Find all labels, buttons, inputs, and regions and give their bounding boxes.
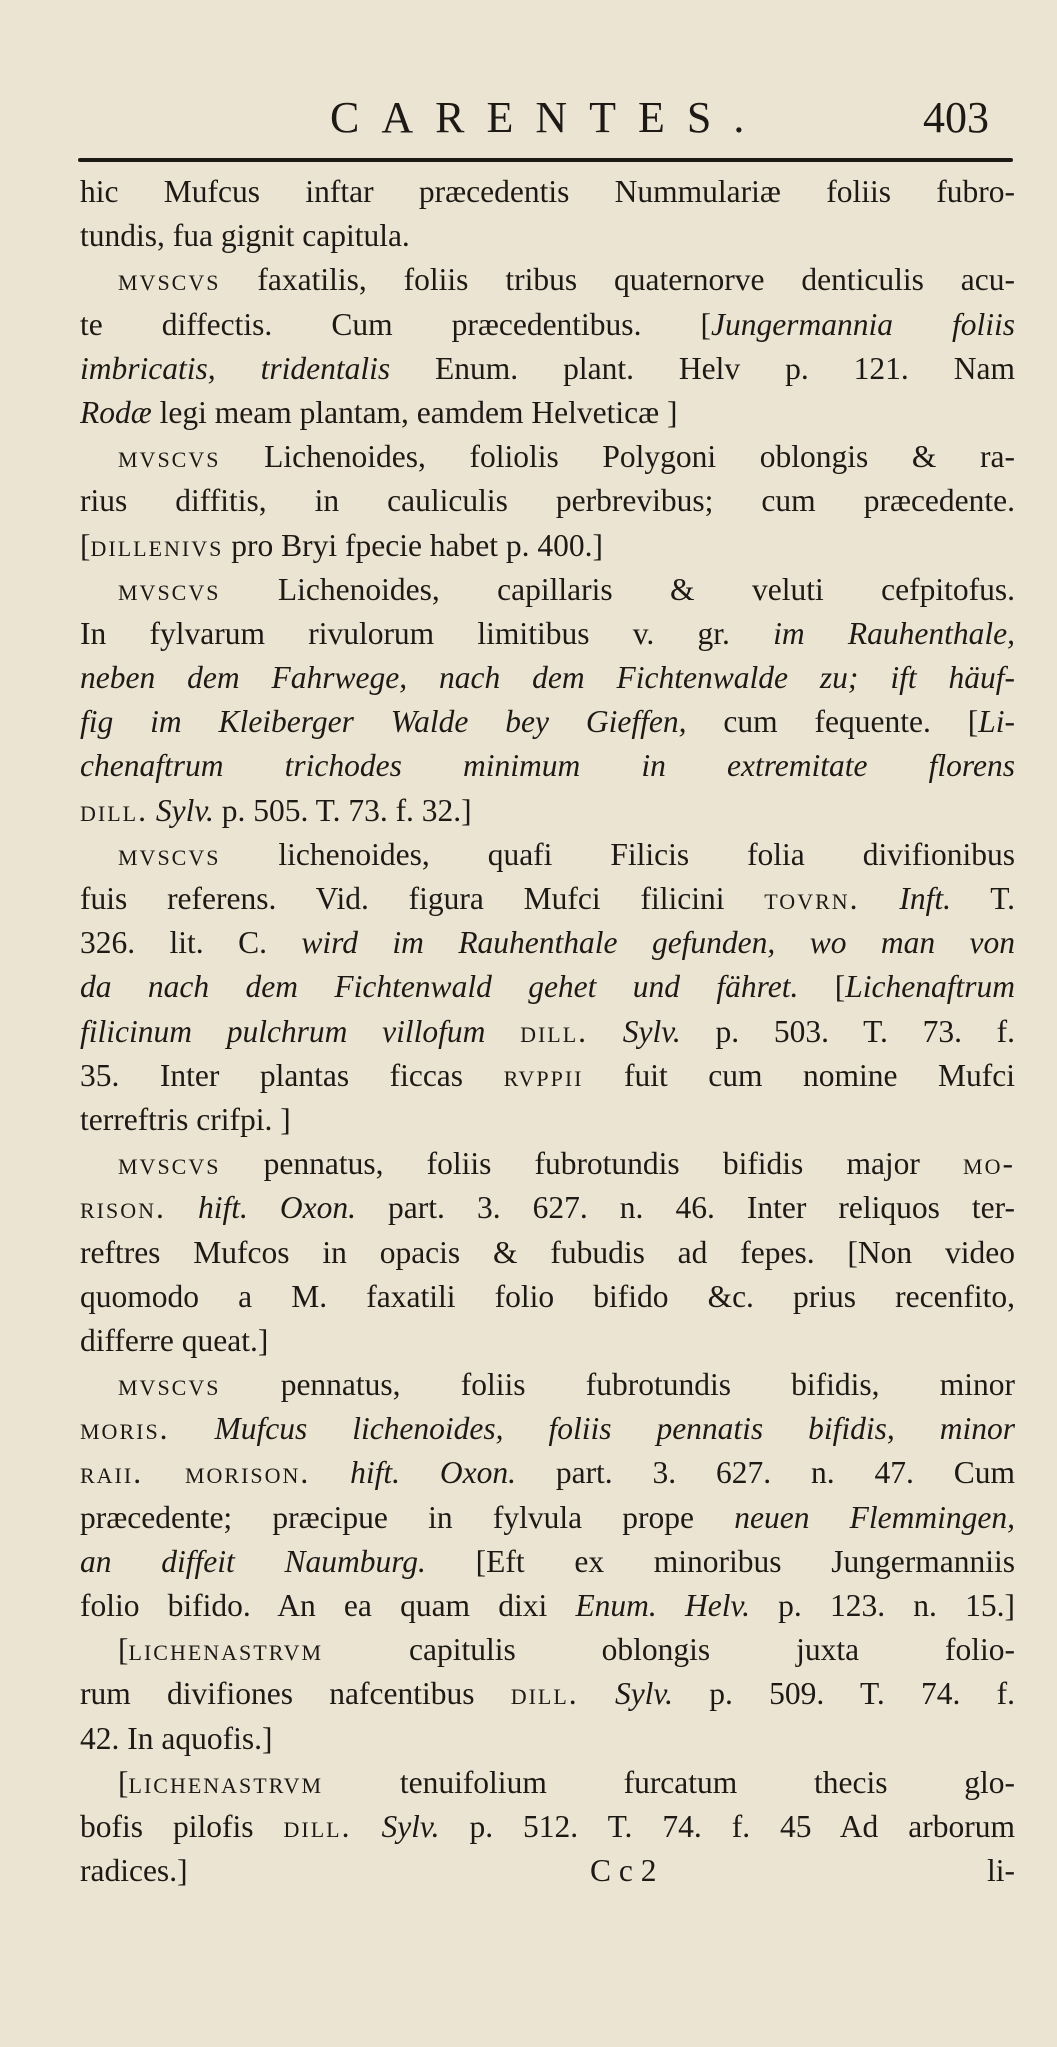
italic-text: hift. Oxon. xyxy=(350,1455,516,1491)
text-span xyxy=(170,1411,215,1446)
text-span xyxy=(588,1014,623,1049)
text-span: p. 123. n. 15.] xyxy=(750,1588,1015,1623)
small-caps-name: dill. xyxy=(80,792,148,828)
text-span: differre queat.] xyxy=(80,1322,269,1358)
italic-text: Inft. xyxy=(899,881,951,916)
italic-text: Sylv. xyxy=(622,1013,681,1049)
footer-line xyxy=(80,1849,1015,1893)
text-line xyxy=(80,700,1015,744)
text-span: reftres Mufcos in opacis & fubudis ad fepes. [Non video xyxy=(80,1234,1015,1270)
small-caps-name: mvscvs xyxy=(118,439,221,475)
text-span xyxy=(579,1676,615,1711)
text-line xyxy=(80,1761,1015,1805)
running-title: CARENTES. xyxy=(330,93,767,142)
small-caps-name: mvscvs xyxy=(118,836,221,872)
text-span: [ xyxy=(118,1632,129,1668)
text-line xyxy=(80,1363,1015,1407)
text-line xyxy=(80,612,1015,656)
text-span: terreftris crifpi. ] xyxy=(80,1101,291,1137)
text-span: T. xyxy=(950,881,1015,916)
italic-text: Sylv. xyxy=(381,1808,440,1844)
italic-text: imbricatis, tridentalis xyxy=(80,350,391,386)
italic-text: da nach dem Fichtenwald gehet und fähret. xyxy=(80,969,799,1005)
text-span: part. 3. 627. n. 47. Cum xyxy=(515,1455,1015,1491)
text-span: pennatus, foliis fubrotundis bifidis major xyxy=(220,1146,964,1182)
text-span: 326. lit. C. xyxy=(80,925,302,961)
text-line xyxy=(80,1584,1015,1628)
page-number: 403 xyxy=(923,93,989,142)
text-span: Lichenoides, foliolis Polygoni oblongis & ra- xyxy=(220,439,1015,475)
text-line xyxy=(80,744,1015,788)
small-caps-name: lichenastrvm xyxy=(128,1764,324,1800)
text-line xyxy=(80,1805,1015,1849)
text-line xyxy=(80,258,1015,302)
text-span: cum fequente. [ xyxy=(686,704,979,740)
italic-text: fig im Kleiberger Walde bey Gieffen, xyxy=(80,704,687,740)
text-line xyxy=(80,1186,1015,1230)
text-span: [ xyxy=(80,527,91,563)
text-span: folio bifido. An ea quam dixi xyxy=(80,1588,576,1623)
text-span xyxy=(166,1190,198,1225)
text-line xyxy=(80,1672,1015,1716)
text-line xyxy=(80,303,1015,347)
text-line xyxy=(80,877,1015,921)
text-line xyxy=(80,170,1015,214)
italic-text: neuen Flemmingen, xyxy=(734,1499,1015,1535)
text-span xyxy=(148,793,156,828)
text-line xyxy=(80,1054,1015,1098)
text-line xyxy=(80,524,1015,568)
italic-text: Sylv. xyxy=(155,792,214,828)
small-caps-name: mo- xyxy=(963,1146,1015,1182)
small-caps-name: rvppii xyxy=(503,1057,584,1093)
text-span: rum divifiones nafcentibus xyxy=(80,1676,511,1712)
text-span xyxy=(310,1455,350,1490)
small-caps-name: tovrn. xyxy=(764,881,860,916)
text-span: tenuifolium furcatum thecis glo- xyxy=(323,1764,1015,1800)
text-span: lichenoides, quafi Filicis folia divifionibus xyxy=(220,836,1015,872)
text-span: capitulis oblongis juxta folio- xyxy=(323,1632,1015,1668)
text-span: p. 509. T. 74. f. xyxy=(672,1676,1015,1712)
text-span: 35. Inter plantas ficcas xyxy=(80,1057,504,1093)
italic-text: an diffeit Naumburg. xyxy=(80,1543,426,1579)
text-line xyxy=(80,1717,1015,1761)
italic-text: Sylv. xyxy=(614,1676,673,1712)
small-caps-name: mvscvs xyxy=(118,1367,221,1403)
small-caps-name: dillenivs xyxy=(90,527,224,563)
text-span: te diffectis. Cum præcedentibus. [ xyxy=(80,306,711,342)
italic-text: Lichenaftrum xyxy=(845,969,1015,1005)
small-caps-name: moris. xyxy=(80,1411,170,1447)
signature-mark: C c 2 xyxy=(590,1853,657,1889)
text-span: 42. In aquofis.] xyxy=(80,1720,273,1756)
text-span: p. 503. T. 73. f. xyxy=(680,1013,1015,1049)
text-line xyxy=(80,435,1015,479)
text-span: tundis, fua gignit capitula. xyxy=(80,218,410,254)
small-caps-name: lichenastrvm xyxy=(128,1632,324,1668)
text-line xyxy=(80,1540,1015,1584)
text-span: Lichenoides, capillaris & veluti cefpitofus. xyxy=(220,571,1015,607)
text-span: pro Bryi fpecie habet p. 400.] xyxy=(223,527,604,563)
italic-text: Jungermannia foliis xyxy=(710,306,1015,342)
text-span: rius diffitis, in cauliculis perbrevibus; cum præcedente. xyxy=(80,483,1015,519)
small-caps-name: dill. xyxy=(510,1676,579,1712)
text-span: quomodo a M. faxatili folio bifido &c. prius recenfito, xyxy=(80,1278,1015,1314)
catchword: li- xyxy=(987,1853,1015,1889)
text-line xyxy=(80,656,1015,700)
text-span xyxy=(860,881,900,916)
text-line xyxy=(80,1142,1015,1186)
text-span xyxy=(351,1809,381,1844)
text-line xyxy=(80,214,1015,258)
italic-text: neben dem Fahrwege, nach dem Fichtenwalde zu; ift häuf- xyxy=(80,660,1015,696)
small-caps-name: dill. xyxy=(283,1808,352,1844)
text-line xyxy=(80,391,1015,435)
text-line xyxy=(80,1275,1015,1319)
text-line xyxy=(80,1407,1015,1451)
header-rule xyxy=(78,158,1013,162)
italic-text: Li- xyxy=(978,704,1015,740)
text-span: [ xyxy=(798,969,846,1005)
text-span: bofis pilofis xyxy=(80,1808,284,1844)
text-line xyxy=(80,1010,1015,1054)
text-span xyxy=(485,1014,520,1049)
text-line xyxy=(80,1496,1015,1540)
text-line xyxy=(80,789,1015,833)
italic-text: Rodæ xyxy=(80,394,152,430)
text-line xyxy=(80,479,1015,523)
italic-text: hift. Oxon. xyxy=(197,1190,356,1226)
text-line xyxy=(80,1098,1015,1142)
text-span: part. 3. 627. n. 46. Inter reliquos ter- xyxy=(356,1190,1015,1226)
text-span: p. 505. T. 73. f. 32.] xyxy=(213,792,472,828)
text-span: [Eft ex minoribus Jungermanniis xyxy=(425,1543,1015,1579)
text-span: fuit cum nomine Mufci xyxy=(583,1057,1015,1093)
text-line xyxy=(80,1628,1015,1672)
body-text xyxy=(80,170,1015,1893)
page-header xyxy=(0,92,1057,162)
last-line-text: radices.] xyxy=(80,1853,188,1889)
small-caps-name: rison. xyxy=(80,1190,166,1226)
text-span: hic Mufcus inftar præcedentis Nummulariæ foliis fubro- xyxy=(80,174,1015,209)
small-caps-name: mvscvs xyxy=(118,262,221,298)
text-span: legi meam plantam, eamdem Helveticæ ] xyxy=(151,394,678,430)
text-line xyxy=(80,921,1015,965)
text-span: præcedente; præcipue in fylvula prope xyxy=(80,1499,735,1535)
text-span: In fylvarum rivulorum limitibus v. gr. xyxy=(80,615,774,651)
text-span: Enum. plant. Helv p. 121. Nam xyxy=(390,350,1015,386)
text-span: p. 512. T. 74. f. 45 Ad arborum xyxy=(439,1808,1015,1844)
small-caps-name: mvscvs xyxy=(118,571,221,607)
italic-text: filicinum pulchrum villofum xyxy=(80,1013,486,1049)
text-line xyxy=(80,833,1015,877)
text-line xyxy=(80,568,1015,612)
text-line xyxy=(80,1319,1015,1363)
text-line xyxy=(80,1451,1015,1495)
text-line xyxy=(80,965,1015,1009)
small-caps-name: mvscvs xyxy=(118,1146,221,1182)
italic-text: im Rauhenthale, xyxy=(773,615,1015,651)
small-caps-name: dill. xyxy=(520,1013,589,1049)
text-span: faxatilis, foliis tribus quaternorve denticulis acu- xyxy=(220,262,1015,298)
italic-text: Mufcus lichenoides, foliis pennatis bifidis, minor xyxy=(214,1411,1015,1447)
text-line xyxy=(80,1231,1015,1275)
italic-text: wird im Rauhenthale gefunden, wo man von xyxy=(301,925,1015,961)
italic-text: Enum. Helv. xyxy=(575,1588,750,1623)
text-line xyxy=(80,347,1015,391)
small-caps-name: raii. morison. xyxy=(80,1455,311,1491)
italic-text: chenaftrum trichodes minimum in extremitate florens xyxy=(80,748,1015,784)
text-span: pennatus, foliis fubrotundis bifidis, minor xyxy=(220,1367,1015,1403)
text-span: fuis referens. Vid. figura Mufci filicini xyxy=(80,881,765,916)
text-span: [ xyxy=(118,1764,129,1800)
